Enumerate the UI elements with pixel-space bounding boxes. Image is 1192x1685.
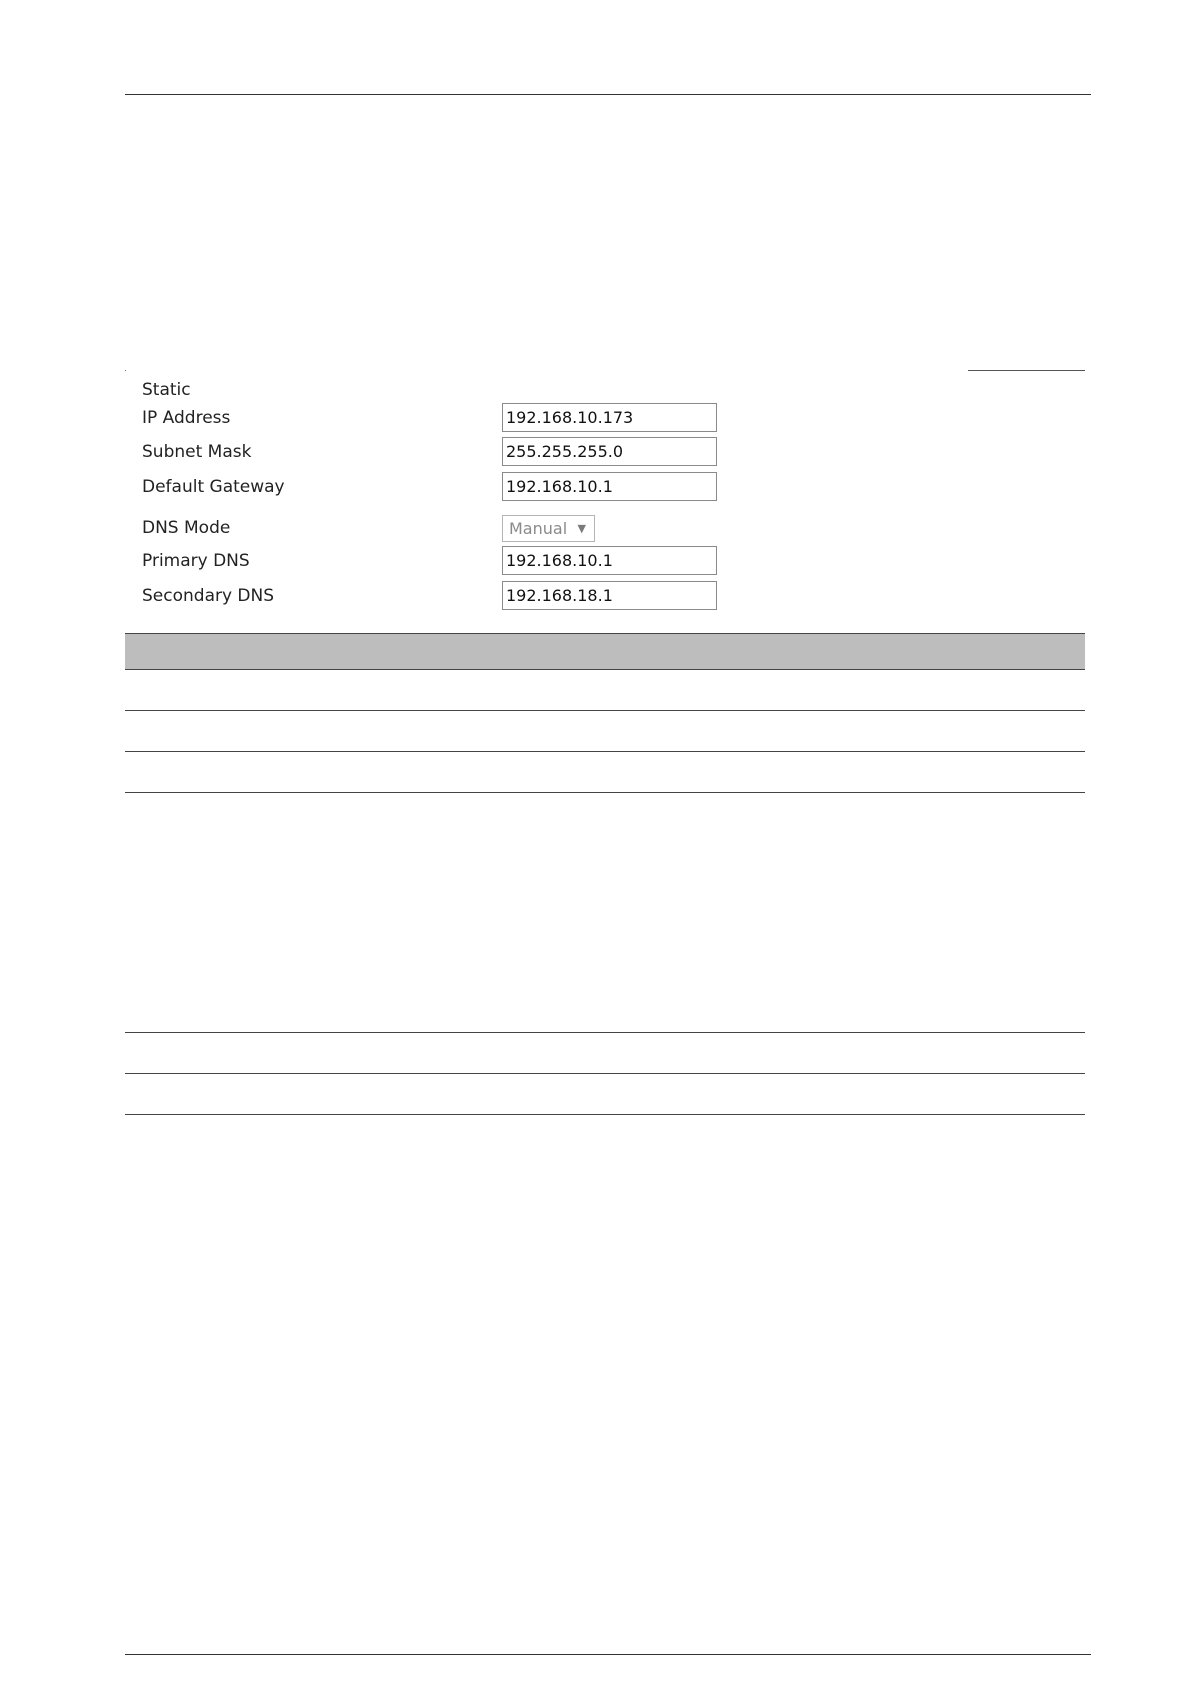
table-row-divider — [125, 751, 1085, 752]
dns-mode-selected-value: Manual — [509, 519, 568, 538]
subnet-mask-input[interactable] — [502, 437, 717, 466]
table-header-band — [125, 633, 1085, 670]
subnet-mask-label: Subnet Mask — [142, 442, 252, 462]
chevron-down-icon: ▼ — [577, 522, 586, 535]
secondary-dns-label: Secondary DNS — [142, 586, 275, 606]
form-title: Static — [142, 380, 191, 400]
default-gateway-label: Default Gateway — [142, 477, 285, 497]
dns-mode-select[interactable] — [502, 515, 595, 542]
page-footer-rule — [125, 1654, 1091, 1655]
table-row-divider — [125, 710, 1085, 711]
panel-corner-mark — [125, 370, 126, 371]
table-row-divider — [125, 1032, 1085, 1033]
ip-address-label: IP Address — [142, 408, 231, 428]
table-row-divider — [125, 792, 1085, 793]
secondary-dns-input[interactable] — [502, 581, 717, 610]
default-gateway-input[interactable] — [502, 472, 717, 501]
dns-mode-label: DNS Mode — [142, 518, 231, 538]
page-header-rule — [125, 94, 1091, 95]
ip-address-input[interactable] — [502, 403, 717, 432]
table-row-divider — [125, 1073, 1085, 1074]
table-row-divider — [125, 1114, 1085, 1115]
primary-dns-label: Primary DNS — [142, 551, 250, 571]
primary-dns-input[interactable] — [502, 546, 717, 575]
panel-top-rule — [968, 370, 1085, 371]
